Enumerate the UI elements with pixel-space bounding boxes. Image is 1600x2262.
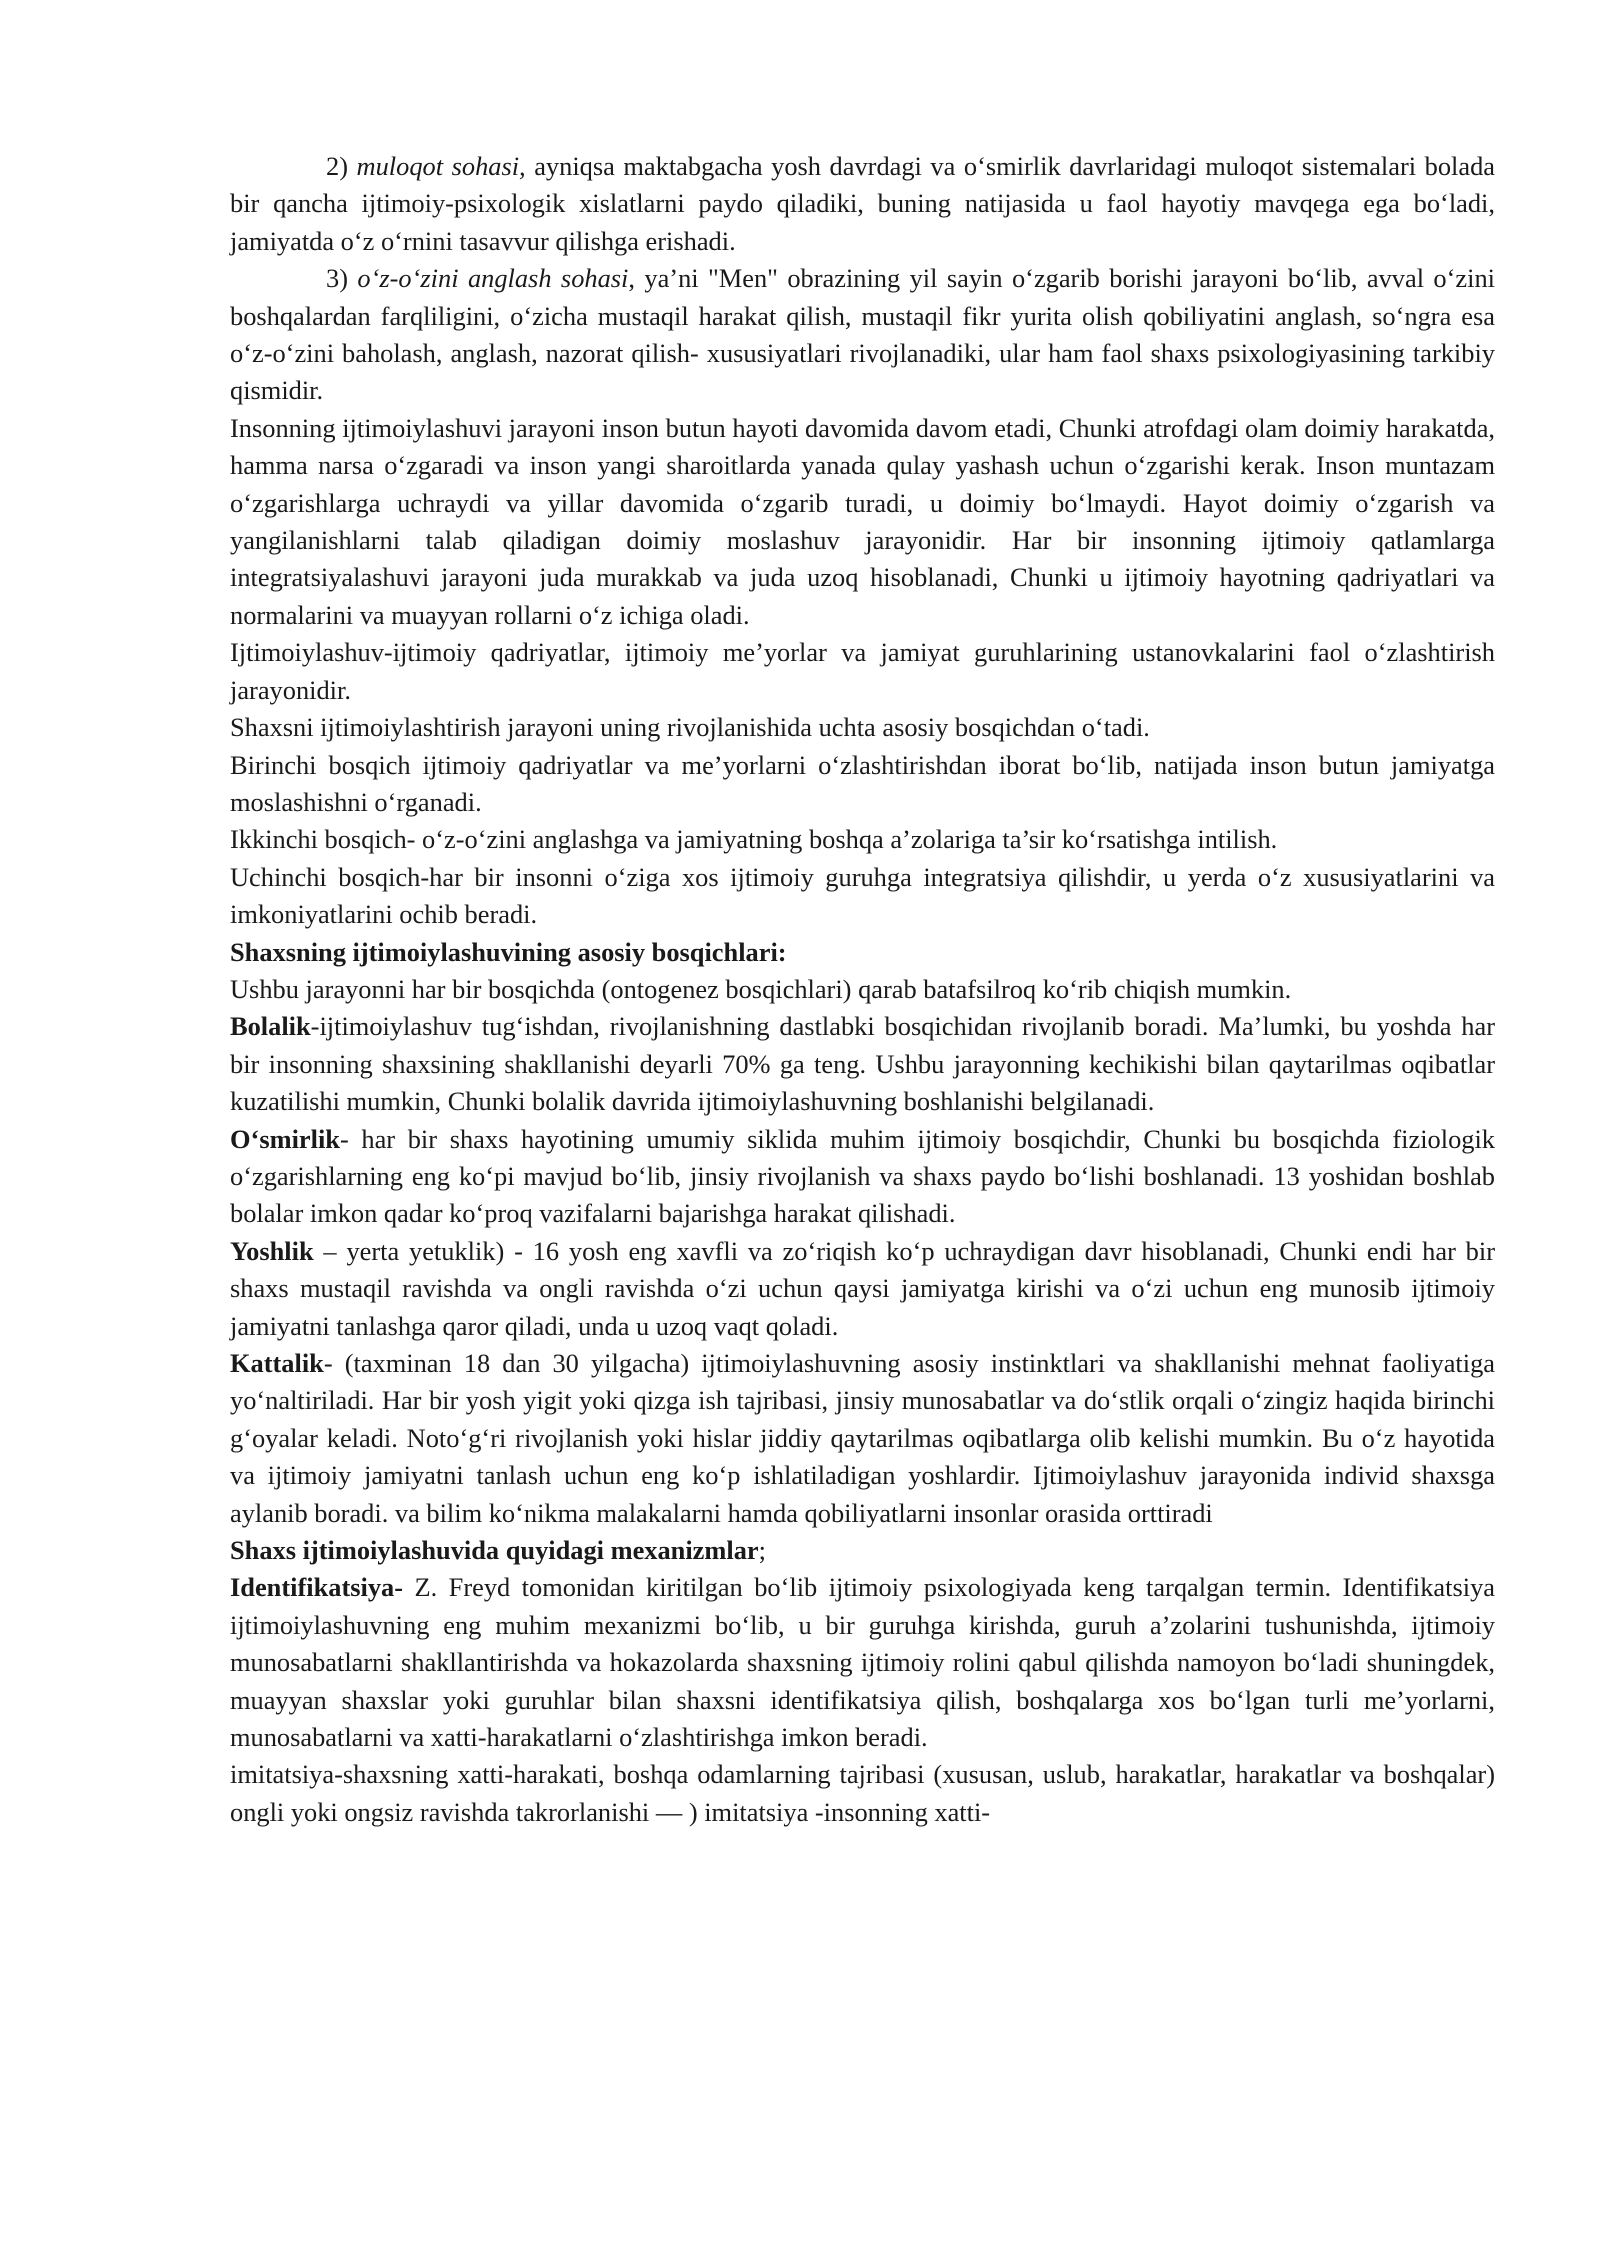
section-heading-mexanizmlar xyxy=(230,1532,1495,1569)
paragraph-ijtimoiylashuv-jarayoni: Insonning ijtimoiylashuvi jarayoni inson butun hayoti davomida davom etadi, Chunki atrofdagi olam doimiy harakatda, hamma narsa o‘zgaradi va inson yangi sharoitlarda yanada qulay yashash uchun o‘zgarishi kerak. Inson muntazam o‘zgarishlarga uchraydi va yillar davomida o‘zgarib turadi, u doimiy bo‘lmaydi. Hayot doimiy o‘zgarish va yangilanishlarni talab qiladigan doimiy moslashuv jarayonidir. Har bir insonning ijtimoiy qatlamlarga integratsiyalashuvi jarayoni juda murakkab va juda uzoq hisoblanadi, Chunki u ijtimoiy hayotning qadriyatlari va normalarini va muayyan rollarni o‘z ichiga oladi. xyxy=(230,412,1495,630)
paragraph-uchta-bosqich: Shaxsni ijtimoiylashtirish jarayoni uning rivojlanishida uchta asosiy bosqichdan o‘tadi. xyxy=(230,712,1150,743)
term-bold: Bolalik xyxy=(230,1011,311,1042)
paragraph-identifikatsiya xyxy=(230,1569,1495,1756)
paragraph-ijtimoiylashuv-definition: Ijtimoiylashuv-ijtimoiy qadriyatlar, ijtimoiy me’yorlar va jamiyat guruhlarining ustanovkalarini faol o‘zlashtirish jarayonidir. xyxy=(230,637,1495,705)
paragraph-text: ayniqsa maktabgacha yosh davrdagi va o‘smirlik davrlaridagi muloqot sistemalari bolada bir qancha ijtimoiy-psixologik xislatlarni paydo qiladiki, buning natijasida u faol hayotiy mavqega ega bo‘ladi, jamiyatda o‘z o‘rnini tasavvur qilishga erishadi. xyxy=(230,151,1495,256)
paragraph-ikkinchi-bosqich: Ikkinchi bosqich- o‘z-o‘zini anglashga va jamiyatning boshqa a’zolariga ta’sir ko‘rsatishga intilish. xyxy=(230,824,1278,855)
paragraph-text: Z. Freyd tomonidan kiritilgan bo‘lib ijtimoiy psixologiyada keng tarqalgan termin. Identifikatsiya ijtimoiylashuvning eng muhim mexanizmi bo‘lib, u bir guruhga kirishda, guruh a’zolarini tushunishda, ijtimoiy munosabatlarni shakllantirishda va hokazolarda shaxsning ijtimoiy rolini qabul qilishda namoyon bo‘ladi shuningdek, muayyan shaxslar yoki guruhlar bilan shaxsni identifikatsiya qilish, boshqalarga xos bo‘lgan turli me’yorlarni, munosabatlarni va xatti-harakatlarni o‘zlashtirishga imkon beradi. xyxy=(230,1572,1495,1753)
paragraph-yoshlik xyxy=(230,1233,1495,1345)
paragraph-text: , ya’ni "Men" obrazining yil sayin o‘zgarib borishi jarayoni bo‘lib, avval o‘zini boshqalardan farqliligini, o‘zicha mustaqil harakat qilish, mustaqil fikr yurita olish qobiliyatini anglash, so‘ngra esa o‘z-o‘zini baholash, anglash, nazorat qilish- xususiyatlari rivojlanadiki, ular ham faol shaxs psixologiyasining tarkibiy qismidir. xyxy=(230,263,1495,406)
paragraph-text: – yerta yetuklik) - 16 yosh eng xavfli va zo‘riqish ko‘p uchraydigan davr hisoblanadi, Chunki endi har bir shaxs mustaqil ravishda va ongli ravishda o‘zi uchun qaysi jamiyatga kirishi va o‘zi uchun eng munosib ijtimoiy jamiyatni tanlashga qaror qiladi, unda u uzoq vaqt qoladi. xyxy=(230,1235,1495,1341)
document-page xyxy=(230,148,1495,1831)
paragraph-birinchi-bosqich: Birinchi bosqich ijtimoiy qadriyatlar va me’yorlarni o‘zlashtirishdan iborat bo‘lib, natijada inson butun jamiyatga moslashishni o‘rganadi. xyxy=(230,749,1495,817)
list-label: 3) xyxy=(326,263,358,294)
term-italic: o‘z-o‘zini anglash sohasi xyxy=(357,263,629,294)
paragraph-text: -ijtimoiylashuv tug‘ishdan, rivojlanishning dastlabki bosqichidan rivojlanib boradi. Ma’lumki, bu yoshda har bir insonning shaxsining shakllanishi deyarli 70% ga teng. Ushbu jarayonning kechikishi bilan qaytarilmas oqibatlar kuzatilishi mumkin, Chunki bolalik davrida ijtimoiylashuvning boshlanishi belgilanadi. xyxy=(230,1011,1495,1117)
term-bold: Kattalik xyxy=(230,1348,324,1378)
paragraph-imitatsiya: imitatsiya-shaxsning xatti-harakati, boshqa odamlarning tajribasi (xususan, uslub, harakatlar, harakatlar va boshqalar) ongli yoki ongsiz ravishda takrorlanishi — ) imitatsiya -insonning xatti- xyxy=(230,1759,1495,1827)
section-heading-bosqichlar xyxy=(230,934,1495,971)
term-bold: Identifikatsiya- xyxy=(230,1572,404,1603)
heading-bold: Shaxsning ijtimoiylashuvining asosiy bosqichlari: xyxy=(230,936,787,967)
list-label: 2) xyxy=(326,151,357,181)
paragraph-osmirlik xyxy=(230,1121,1495,1233)
paragraph-ontogenez: Ushbu jarayonni har bir bosqichda (ontogenez bosqichlari) qarab batafsilroq ko‘rib chiqish mumkin. xyxy=(230,973,1292,1004)
paragraph-uchinchi-bosqich: Uchinchi bosqich-har bir insonni o‘ziga xos ijtimoiy guruhga integratsiya qilishdir, u yerda o‘z xususiyatlarini va imkoniyatlarini ochib beradi. xyxy=(230,861,1495,930)
paragraph-text: - har bir shaxs hayotining umumiy siklida muhim ijtimoiy bosqichdir, Chunki bu bosqichda fiziologik o‘zgarishlarning eng ko‘pi mavjud bo‘lib, jinsiy rivojlanish va shaxs paydo bo‘lishi boshlanadi. 13 yoshidan boshlab bolalar imkon qadar ko‘proq vazifalarni bajarishga harakat qilishadi. xyxy=(230,1123,1495,1229)
paragraph-ozini-anglash-sohasi xyxy=(230,260,1495,410)
paragraph-kattalik xyxy=(230,1345,1495,1532)
paragraph-bolalik xyxy=(230,1008,1495,1120)
term-bold: O‘smirlik xyxy=(230,1123,340,1154)
paragraph-muloqot-sohasi xyxy=(230,148,1495,260)
heading-bold: Shaxs ijtimoiylashuvida quyidagi mexanizmlar xyxy=(230,1535,759,1566)
term-italic: muloqot sohasi, xyxy=(356,151,526,181)
heading-suffix: ; xyxy=(758,1535,766,1566)
paragraph-text: - (taxminan 18 dan 30 yilgacha) ijtimoiylashuvning asosiy instinktlari va shakllanishi mehnat faoliyatiga yo‘naltiriladi. Har bir yosh yigit yoki qizga ish tajribasi, jinsiy munosabatlar va do‘stlik orqali o‘zingiz haqida birinchi g‘oyalar keladi. Noto‘g‘ri rivojlanish yoki hislar jiddiy qaytarilmas oqibatlarga olib kelishi mumkin. Bu o‘z hayotida va ijtimoiy jamiyatni tanlash uchun eng ko‘p ishlatiladigan yoshlardir. Ijtimoiylashuv jarayonida individ shaxsga aylanib boradi. va bilim ko‘nikma malakalarni hamda qobiliyatlarni insonlar orasida orttiradi xyxy=(230,1348,1495,1528)
term-bold: Yoshlik xyxy=(230,1235,314,1266)
